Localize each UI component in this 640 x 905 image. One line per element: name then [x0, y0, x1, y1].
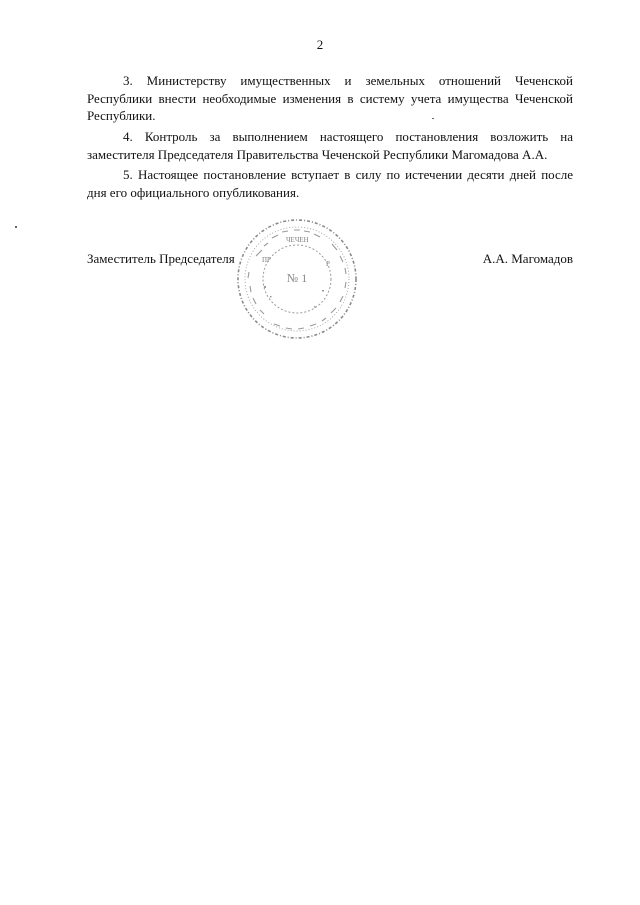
- seal-center-text: № 1: [286, 271, 308, 285]
- signatory-title: Заместитель Председателя: [87, 251, 235, 266]
- paragraph-item-4: 4. Контроль за выполнением настоящего постановления возложить на заместителя Председателя Правительства Чеченской Республики Магомадова А.А.: [87, 129, 573, 162]
- margin-mark: [15, 226, 17, 228]
- svg-text:ЧЕЧЕН: ЧЕЧЕН: [286, 236, 309, 244]
- official-seal-stamp: [234, 216, 360, 342]
- svg-text:ПР: ПР: [262, 256, 271, 264]
- signatory-name: А.А. Магомадов: [482, 251, 573, 266]
- svg-text:Р: Р: [326, 260, 330, 268]
- paragraph-item-3: 3. Министерству имущественных и земельных отношений Чеченской Республики внести необходимые изменения в систему учета имущества Чеченской Республики.: [87, 73, 573, 123]
- scan-speck: [432, 118, 434, 119]
- page-number: 2: [316, 37, 324, 52]
- paragraph-item-5: 5. Настоящее постановление вступает в силу по истечении десяти дней после дня его официального опубликования.: [87, 167, 573, 200]
